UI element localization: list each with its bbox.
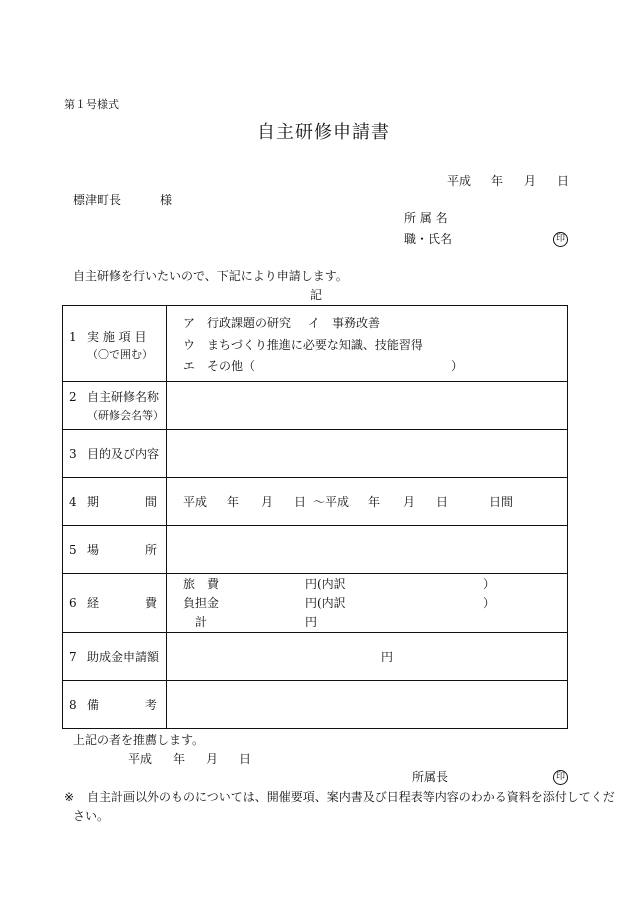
row-number: 2	[69, 390, 77, 404]
period-year1: 年	[227, 495, 240, 509]
addressee-name: 標津町長	[73, 193, 122, 207]
value-cell[interactable]	[167, 306, 568, 382]
expense-travel-close: ）	[483, 577, 496, 591]
row-label-b: 考	[145, 698, 158, 712]
row-label-b: 所	[145, 543, 158, 557]
row-expenses	[63, 574, 568, 633]
row-label: 助成金申請額	[87, 650, 160, 664]
date-month: 月	[524, 174, 537, 188]
recommend-era: 平成	[128, 752, 153, 766]
seal-mark: 印	[553, 770, 568, 785]
label-cell	[63, 633, 167, 681]
seal-mark: 印	[553, 232, 568, 247]
ki-label: 記	[310, 288, 323, 302]
period-month2: 月	[403, 495, 416, 509]
option-a[interactable]: ア 行政課題の研究	[183, 316, 292, 330]
option-i[interactable]: イ 事務改善	[308, 316, 381, 330]
row-number: 1	[69, 330, 77, 344]
row-number: 3	[69, 447, 77, 461]
row-number: 4	[69, 495, 77, 509]
row-label-a: 備	[87, 698, 100, 712]
label-cell	[63, 430, 167, 478]
row-label-a: 期	[87, 495, 100, 509]
training-name-field[interactable]	[167, 382, 568, 430]
application-table	[62, 305, 568, 729]
note-line-1: 自主計画以外のものについては、開催要項、案内書及び日程表等内容のわかる資料を添付してくだ	[87, 790, 615, 804]
remarks-field[interactable]	[167, 681, 568, 729]
row-label-b: 間	[145, 495, 158, 509]
grant-amount-field[interactable]	[167, 633, 568, 681]
row-number: 7	[69, 650, 77, 664]
row-number: 8	[69, 698, 77, 712]
recommend-month: 月	[206, 752, 219, 766]
row-label: 実 施 項 目	[87, 330, 147, 344]
expense-total-item: 計	[195, 615, 208, 629]
row-number: 5	[69, 543, 77, 557]
period-day1: 日	[294, 495, 307, 509]
form-number: 第１号様式	[64, 98, 119, 111]
period-field[interactable]	[167, 478, 568, 526]
row-sublabel: （研修会名等）	[87, 409, 164, 422]
expense-fee-yen: 円(内訳	[305, 596, 346, 610]
row-period	[63, 478, 568, 526]
period-year2: 年	[368, 495, 381, 509]
expense-fee-item: 負担金	[183, 596, 220, 610]
recommend-text: 上記の者を推薦します。	[73, 733, 205, 747]
label-cell	[63, 526, 167, 574]
period-days: 日間	[489, 495, 514, 509]
row-purpose	[63, 430, 568, 478]
note-mark: ※	[64, 790, 75, 804]
period-separator: 〜平成	[313, 495, 350, 509]
period-month1: 月	[261, 495, 274, 509]
expense-travel-yen: 円(内訳	[305, 577, 346, 591]
expenses-field[interactable]	[167, 574, 568, 633]
label-cell	[63, 574, 167, 633]
recommend-day: 日	[239, 752, 252, 766]
row-grant-amount	[63, 633, 568, 681]
label-cell	[63, 478, 167, 526]
department-head-seal	[553, 769, 568, 785]
row-label-a: 場	[87, 543, 100, 557]
row-number: 6	[69, 596, 77, 610]
department-label: 所 属 名	[404, 211, 448, 225]
label-cell	[63, 681, 167, 729]
period-day2: 日	[436, 495, 449, 509]
row-remarks	[63, 681, 568, 729]
date-day: 日	[557, 174, 570, 188]
row-label: 自主研修名称	[87, 390, 160, 404]
expense-total-yen: 円	[305, 615, 318, 629]
page-title: 自主研修申請書	[257, 122, 390, 143]
date-era: 平成	[447, 174, 472, 188]
grant-yen: 円	[381, 650, 394, 664]
row-label-b: 費	[145, 596, 158, 610]
department-head-label: 所属長	[412, 770, 449, 784]
purpose-field[interactable]	[167, 430, 568, 478]
row-sublabel: （〇で囲む）	[87, 348, 153, 361]
position-name-label: 職・氏名	[404, 232, 453, 246]
option-e[interactable]: エ その他（	[183, 359, 256, 373]
date-year: 年	[491, 174, 504, 188]
row-label-a: 経	[87, 596, 100, 610]
label-cell	[63, 382, 167, 430]
row-training-name	[63, 382, 568, 430]
addressee-honorific: 様	[160, 193, 173, 207]
applicant-seal	[553, 231, 568, 247]
row-place	[63, 526, 568, 574]
expense-fee-close: ）	[483, 596, 496, 610]
row-implementation-item	[63, 306, 568, 382]
expense-travel-item: 旅 費	[183, 577, 220, 591]
row-label: 目的及び内容	[87, 447, 160, 461]
option-e-close: ）	[451, 359, 464, 373]
note-line-2: さい。	[73, 809, 110, 823]
recommend-year: 年	[173, 752, 186, 766]
label-cell	[63, 306, 167, 382]
option-u[interactable]: ウ まちづくり推進に必要な知識、技能習得	[183, 338, 423, 352]
place-field[interactable]	[167, 526, 568, 574]
period-era: 平成	[183, 495, 208, 509]
intro-text: 自主研修を行いたいので、下記により申請します。	[73, 269, 348, 283]
